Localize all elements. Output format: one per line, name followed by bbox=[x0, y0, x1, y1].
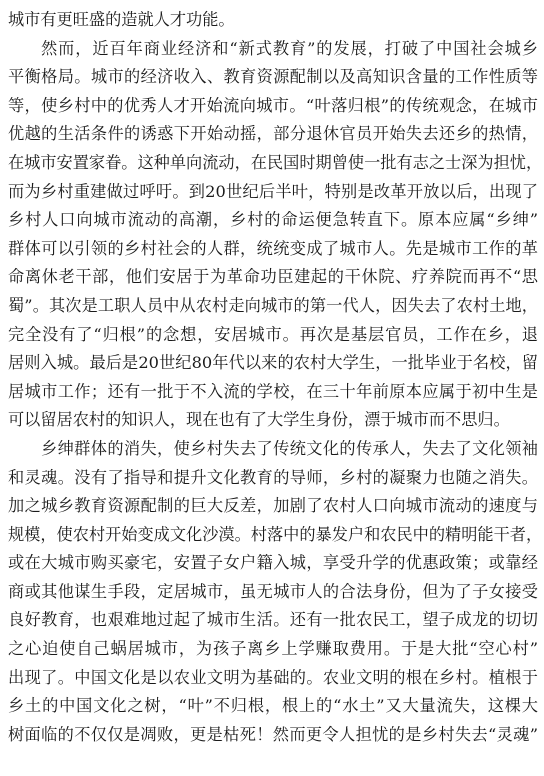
text-line: 在城市安置家眷。这种单向流动，在民国时期曾使一批有志之士深为担忧， bbox=[8, 152, 543, 172]
text-line: 居则入城。最后是20世纪80年代以来的农村大学生，一批毕业于名校，留 bbox=[8, 353, 538, 373]
text-line: 而为乡村重建做过呼吁。到20世纪后半叶，特别是改革开放以后，出现了 bbox=[8, 181, 538, 201]
text-line: 规模，使农村开始变成文化沙漠。村落中的暴发户和农民中的精明能干者， bbox=[8, 524, 543, 544]
text-line: 树面临的不仅仅是凋败，更是枯死！然而更令人担忧的是乡村失去“灵魂” bbox=[8, 724, 538, 744]
text-line: 平衡格局。城市的经济收入、教育资源配制以及高知识含量的工作性质等 bbox=[8, 67, 538, 87]
paragraph-first-line: 乡绅群体的消失，使乡村失去了传统文化的传承人，失去了文化领袖 bbox=[41, 438, 538, 458]
text-line: 命离休老干部，他们安居于为革命功臣建起的干休院、疗养院而再不“思 bbox=[8, 267, 538, 287]
text-line: 优越的生活条件的诱惑下开始动摇，部分退休官员开始失去还乡的热情， bbox=[8, 124, 538, 144]
text-line: 商或其他谋生手段，定居城市，虽无城市人的合法身份，但为了子女接受 bbox=[8, 581, 538, 601]
text-line: 可以留居农村的知识人，现在也有了大学生身份，漂于城市而不思归。 bbox=[8, 410, 510, 430]
text-line: 乡村人口向城市流动的高潮，乡村的命运便急转直下。原本应属“乡绅” bbox=[8, 210, 538, 230]
text-line: 完全没有了“归根”的念想，安居城市。再次是基层官员，工作在乡，退 bbox=[8, 324, 538, 344]
text-line: 加之城乡教育资源配制的巨大反差，加剧了农村人口向城市流动的速度与 bbox=[8, 496, 538, 516]
text-line: 之心迫使自己蜗居城市，为孩子离乡上学赚取费用。于是大批“空心村” bbox=[8, 639, 538, 659]
text-line: 和灵魂。没有了指导和提升文化教育的导师，乡村的凝聚力也随之消失。 bbox=[8, 467, 538, 487]
text-line: 等，使乡村中的优秀人才开始流向城市。“叶落归根”的传统观念，在城市 bbox=[8, 95, 538, 115]
text-line: 城市有更旺盛的造就人才功能。 bbox=[8, 10, 235, 29]
text-line: 出现了。中国文化是以农业文明为基础的。农业文明的根在乡村。植根于 bbox=[8, 667, 538, 687]
text-line: 或在大城市购买豪宅，安置子女户籍入城，享受升学的优惠政策；或靠经 bbox=[8, 553, 538, 573]
text-line: 乡土的中国文化之树，“叶”不归根，根上的“水土”又大量流失，这棵大 bbox=[8, 696, 538, 716]
text-line: 群体可以引领的乡村社会的人群，统统变成了城市人。先是城市工作的革 bbox=[8, 238, 538, 258]
text-line: 蜀”。其次是工职人员中从农村走向城市的第一代人，因失去了农村土地， bbox=[8, 295, 538, 315]
text-line: 良好教育，也艰难地过起了城市生活。还有一批农民工，望子成龙的切切 bbox=[8, 610, 538, 630]
text-line: 居城市工作；还有一批于不入流的学校，在三十年前原本应属于初中生是 bbox=[8, 381, 538, 401]
paragraph-first-line: 然而，近百年商业经济和“新式教育”的发展，打破了中国社会城乡 bbox=[41, 38, 538, 58]
